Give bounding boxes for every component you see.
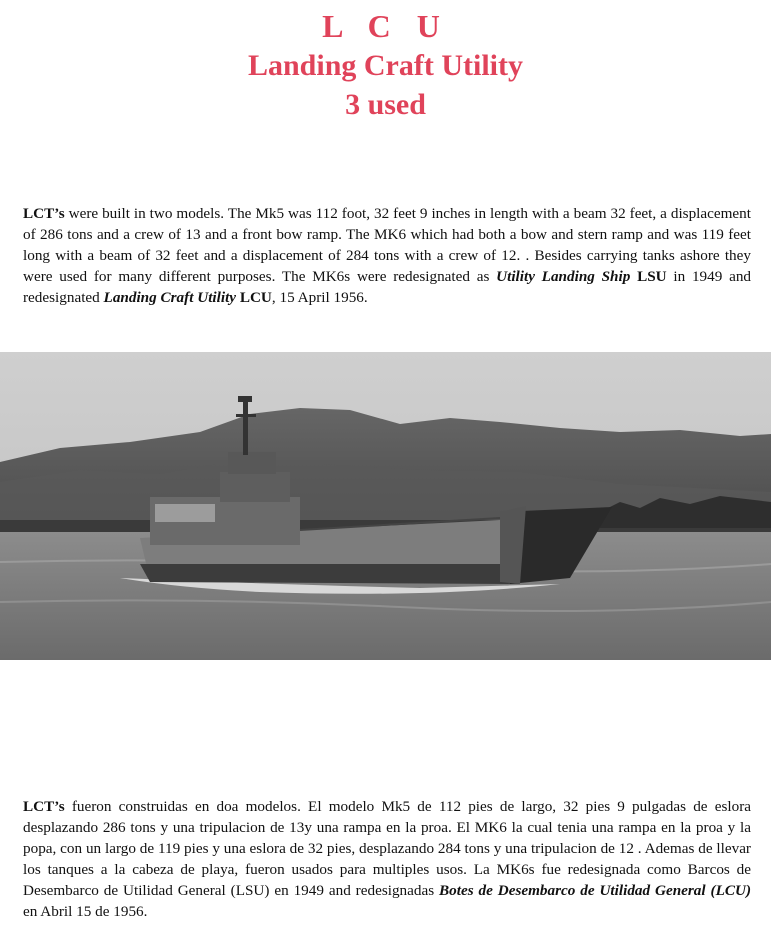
- spanish-paragraph: [23, 796, 751, 922]
- spanish-text-1: fueron construidas en doa modelos. El modelo Mk5 de 112 pies de largo, 32 pies 9 pulgadas de eslora desplazando 286 tons y una tripulacion de 13y una rampa en la proa. El MK6 la cual tenia una rampa en la proa y la popa, con un largo de 119 pies y una eslora de 32 pies, desplazando 284 tons y una tripulacion de 12 . Ademas de llevar los tanques a la cabeza de playa, fueron usados para multiples usos. La MK6s fue redesignada como Barcos de Desembarco de Utilidad General (LSU) en 1949 and redesignadas: [23, 798, 751, 899]
- lcu-ship-photo: [0, 352, 771, 660]
- lct-term: LCT’s: [23, 205, 65, 222]
- botes-desembarco-term: Botes de Desembarco de Utilidad General (LCU): [439, 882, 751, 899]
- english-text-2: in 1949 and redesignated: [23, 268, 752, 306]
- title-acronym: L C U: [322, 8, 449, 44]
- english-paragraph: [23, 203, 751, 308]
- utility-landing-ship-term: Utility Landing Ship: [496, 268, 631, 285]
- title-full-name: Landing Craft Utility: [247, 49, 523, 82]
- lct-term-es: LCT’s: [23, 798, 65, 815]
- title-count: 3 used: [345, 88, 426, 121]
- english-text-3: , 15 April 1956.: [271, 289, 368, 306]
- spanish-text-2: en Abril 15 de 1956.: [23, 903, 148, 920]
- landing-craft-utility-term: Landing Craft Utility: [103, 289, 237, 306]
- lcu-term: LCU: [236, 289, 272, 306]
- english-text-1: were built in two models. The Mk5 was 112 foot, 32 feet 9 inches in length with a beam 32 feet, a displacement of 286 tons and a crew of 13 and a front bow ramp. The MK6 which had both a bow and stern ramp and was 119 feet long with a beam of 32 feet and a displacement of 284 tons with a crew of 12. . Besides carrying tanks ashore they were used for many different purposes. The MK6s were redesignated as: [23, 205, 751, 285]
- lsu-term: LSU: [630, 268, 667, 285]
